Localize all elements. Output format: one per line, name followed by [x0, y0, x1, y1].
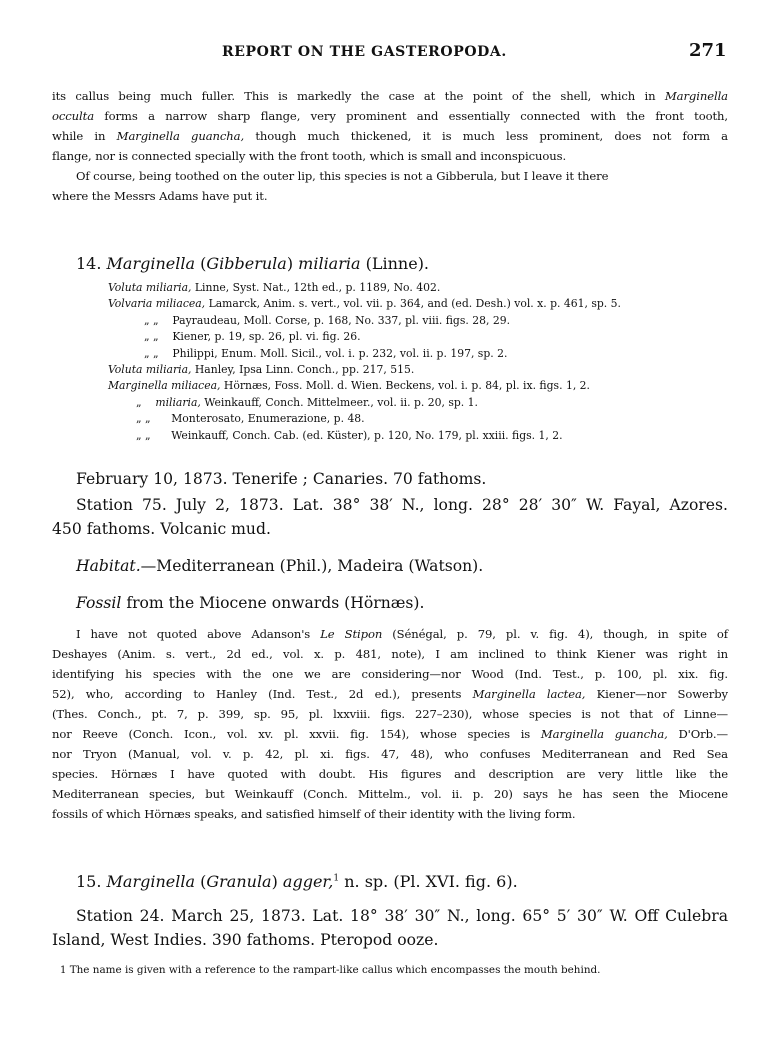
text-line [52, 724, 728, 744]
species-number: 14. [76, 254, 102, 273]
text-run: forms a narrow sharp flange, very prominent and essentially connected with the front tooth, [104, 109, 728, 123]
ditto-mark: „ „ [136, 412, 151, 426]
subgenus-name: Granula [206, 872, 272, 891]
running-title: REPORT ON THE GASTEROPODA. [222, 44, 507, 60]
text-line: where the Messrs Adams have put it. [52, 189, 268, 203]
italic-run: Marginella guancha, [540, 727, 668, 741]
text-line [52, 106, 728, 126]
text-run: its callus being much fuller. This is markedly the case at the point of the shell, which in [52, 89, 656, 103]
station-record [52, 493, 728, 541]
species-number: 15. [76, 872, 102, 891]
remarks-paragraph [52, 624, 728, 824]
synonym-ref: Linne, Syst. Nat., 12th ed., p. 1189, No. 402. [194, 281, 441, 294]
text-line: (Thes. Conch., pt. 7, p. 399, sp. 95, pl. lxxviii. figs. 227–230), whose species is not that of Linne— [52, 707, 728, 721]
synonymy-line [108, 378, 708, 394]
ditto-mark: „ „ [144, 313, 159, 327]
synonym-name: Voluta miliaria, [108, 363, 192, 377]
synonym-ref: Weinkauff, Conch. Mittelmeer., vol. ii. p. 20, sp. 1. [204, 395, 478, 409]
subgenus-name: Gibberula [206, 254, 287, 273]
text-line: Station 24. March 25, 1873. Lat. 18° 38′ 30″ N., long. 65° 5′ 30″ W. Off Culebra [76, 907, 728, 925]
text-line: nor Tryon (Manual, vol. v. p. 42, pl. xi. figs. 47, 48), who confuses Mediterranean and Red Sea [52, 747, 728, 761]
synonymy-line [108, 411, 708, 427]
synonym-ref: Lamarck, Anim. s. vert., vol. vii. p. 364, and (ed. Desh.) vol. x. p. 461, sp. 5. [208, 297, 621, 311]
ditto-mark: „ „ [144, 346, 159, 360]
synonym-ref: Monterosato, Enumerazione, p. 48. [171, 412, 365, 426]
footnote-mark: 1 [60, 965, 67, 976]
species-14-heading: 14. Marginella (Gibberula) miliaria (Linne). [76, 254, 430, 273]
text-line [52, 86, 728, 106]
fossil-label: Fossil [76, 594, 122, 612]
text-line [52, 624, 728, 644]
text-line: identifying his species with the one we are considering—nor Wood (Ind. Test., p. 100, pl. xix. fig. [52, 667, 728, 681]
text-line: fossils of which Hörnæs speaks, and satisfied himself of their identity with the living form. [52, 807, 576, 821]
ditto-mark: „ [136, 395, 142, 409]
synonym-ref: Hanley, Ipsa Linn. Conch., pp. 217, 515. [194, 363, 415, 377]
text-line: Island, West Indies. 390 fathoms. Pteropod ooze. [52, 931, 439, 949]
fossil-line [76, 591, 752, 615]
synonymy-line [108, 428, 708, 444]
fossil-text: from the Miocene onwards (Hörnæs). [126, 594, 425, 612]
habitat-label: Habitat. [76, 557, 141, 575]
text-run: though much thickened, it is much less prominent, does not form a [255, 129, 728, 143]
text-run: I have not quoted above Adanson's [76, 627, 311, 641]
text-line: species. Hörnæs I have quoted with doubt. His figures and description are very little like the [52, 767, 728, 781]
footnote [60, 963, 736, 977]
synonym-ref: Weinkauff, Conch. Cab. (ed. Küster), p. 120, No. 179, pl. xxiii. figs. 1, 2. [171, 428, 563, 442]
intro-paragraph [52, 86, 728, 206]
species-note: n. sp. (Pl. XVI. fig. 6). [344, 872, 518, 891]
ditto-mark: „ „ [136, 428, 151, 442]
synonym-name: Voluta miliaria, [108, 281, 192, 294]
synonymy-line [108, 346, 708, 362]
footnote-text: The name is given with a reference to the rampart-like callus which encompasses the mouth behind. [69, 964, 601, 976]
text-line: Mediterranean species, but Weinkauff (Conch. Mittelm., vol. ii. p. 20) says he has seen the Miocene [52, 787, 728, 801]
text-run: nor Reeve (Conch. Icon., vol. xv. pl. xxvii. fig. 154), whose species is [52, 727, 531, 741]
synonym-ref: Kiener, p. 19, sp. 26, pl. vi. fig. 26. [172, 330, 361, 344]
text-run: Kiener—nor Sowerby [596, 687, 729, 701]
species-author: (Linne). [365, 254, 430, 273]
text-run: (Sénégal, p. 79, pl. v. fig. 4), though, in spite of [392, 627, 728, 641]
footnote-reference: 1 [333, 873, 340, 884]
text-line: Of course, being toothed on the outer lip, this species is not a Gibberula, but I leave it there [76, 169, 609, 183]
italic-run: Le Stipon [320, 627, 383, 641]
station-record [52, 904, 728, 952]
synonymy-line [108, 362, 708, 378]
ditto-mark: „ „ [144, 330, 159, 344]
synonymy-line [108, 296, 708, 312]
synonym-ref: Payraudeau, Moll. Corse, p. 168, No. 337, pl. viii. figs. 28, 29. [172, 313, 511, 327]
synonymy-line [108, 329, 708, 345]
species-name: miliaria [298, 254, 361, 273]
text-line: 450 fathoms. Volcanic mud. [52, 520, 271, 538]
italic-run: Marginella lactea, [472, 687, 586, 701]
synonym-name: Volvaria miliacea, [108, 297, 206, 311]
italic-run: Marginella [664, 89, 728, 103]
text-run: D'Orb.— [678, 727, 728, 741]
synonym-ref: Hörnæs, Foss. Moll. d. Wien. Beckens, vol. i. p. 84, pl. ix. figs. 1, 2. [223, 379, 590, 393]
station-record: February 10, 1873. Tenerife ; Canaries. 70 fathoms. [76, 470, 487, 488]
page-number: 271 [689, 40, 727, 61]
synonymy-line [108, 280, 708, 296]
italic-run: Marginella guancha, [116, 129, 245, 143]
text-run: 52), who, according to Hanley (Ind. Test., 2d ed.), presents [52, 687, 462, 701]
habitat-line [76, 554, 752, 578]
synonym-ref: Philippi, Enum. Moll. Sicil., vol. i. p. 232, vol. ii. p. 197, sp. 2. [172, 346, 508, 360]
text-line: Deshayes (Anim. s. vert., 2d ed., vol. x. p. 481, note), I am inclined to think Kiener was right in [52, 647, 728, 661]
synonymy-list [108, 280, 708, 444]
species-15-heading: 15. Marginella (Granula) agger,$^1$ n. sp. (Pl. XVI. fig. 6). [76, 872, 518, 891]
text-line [52, 684, 728, 704]
synonym-name: miliaria, [155, 395, 201, 409]
text-line: flange, nor is connected specially with the front tooth, which is small and inconspicuous. [52, 149, 567, 163]
species-name: agger, [282, 872, 334, 891]
genus-name: Marginella [106, 254, 196, 273]
synonym-name: Marginella miliacea, [108, 379, 221, 393]
text-line: Station 75. July 2, 1873. Lat. 38° 38′ N., long. 28° 28′ 30″ W. Fayal, Azores. [76, 496, 728, 514]
habitat-text: —Mediterranean (Phil.), Madeira (Watson). [140, 557, 484, 575]
italic-run: occulta [52, 109, 95, 123]
synonymy-line [108, 395, 708, 411]
text-run: while in [52, 129, 106, 143]
genus-name: Marginella [106, 872, 196, 891]
text-line [52, 126, 728, 146]
synonymy-line [108, 313, 708, 329]
